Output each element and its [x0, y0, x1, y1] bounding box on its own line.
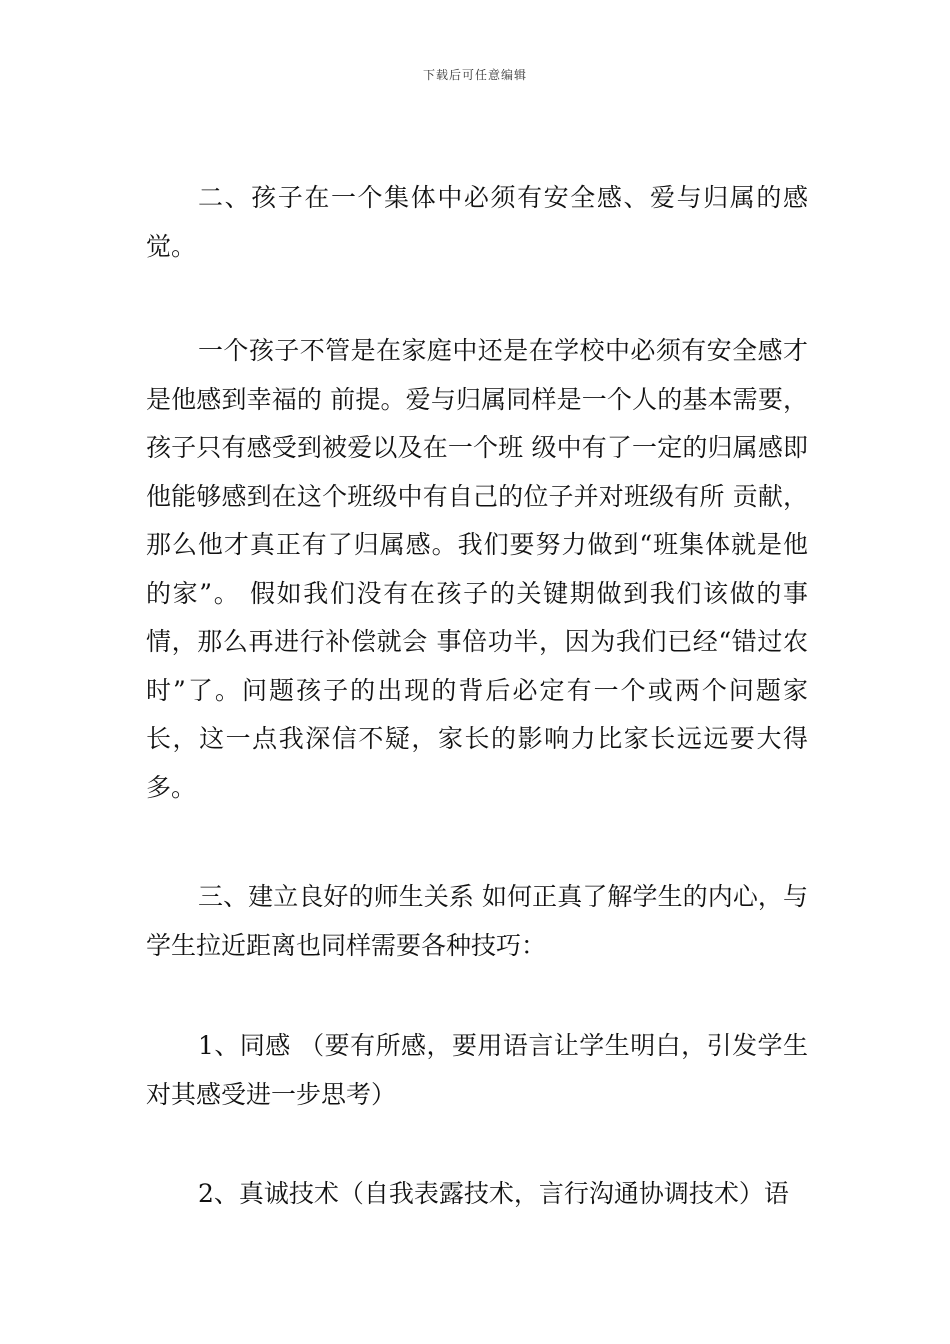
list-item-1: 1、同感 （要有所感，要用语言让学生明白，引发学生对其感受进一步思考） — [146, 1031, 808, 1109]
section-heading-2: 二、孩子在一个集体中必须有安全感、爱与归属的感觉。 — [146, 183, 808, 261]
page-header: 下载后可任意编辑 — [422, 68, 527, 82]
list-item-2: 2、真诚技术（自我表露技术，言行沟通协调技术）语 — [198, 1179, 789, 1208]
section-heading-3: 三、建立良好的师生关系 如何正真了解学生的内心，与学生拉近距离也同样需要各种技巧： — [146, 882, 808, 960]
body-paragraph: 一个孩子不管是在家庭中还是在学校中必须有安全感才是他感到幸福的 前提。爱与归属同样是一个人的基本需要，孩子只有感受到被爱以及在一个班 级中有了一定的归属感即他能够感到在这个班级中有自己的位子并对班级有所 贡献，那么他才真正有了归属感。我们要努力做到“班集体就是他的家”。 假如我们没有在孩子的关键期做到我们该做的事情，那么再进行补偿就会 事倍功半，因为我们已经“错过农时”了。问题孩子的出现的背后必定有一个或两个问题家长，这一点我深信不疑，家长的影响力比家长远远要大得多。 — [146, 336, 808, 802]
